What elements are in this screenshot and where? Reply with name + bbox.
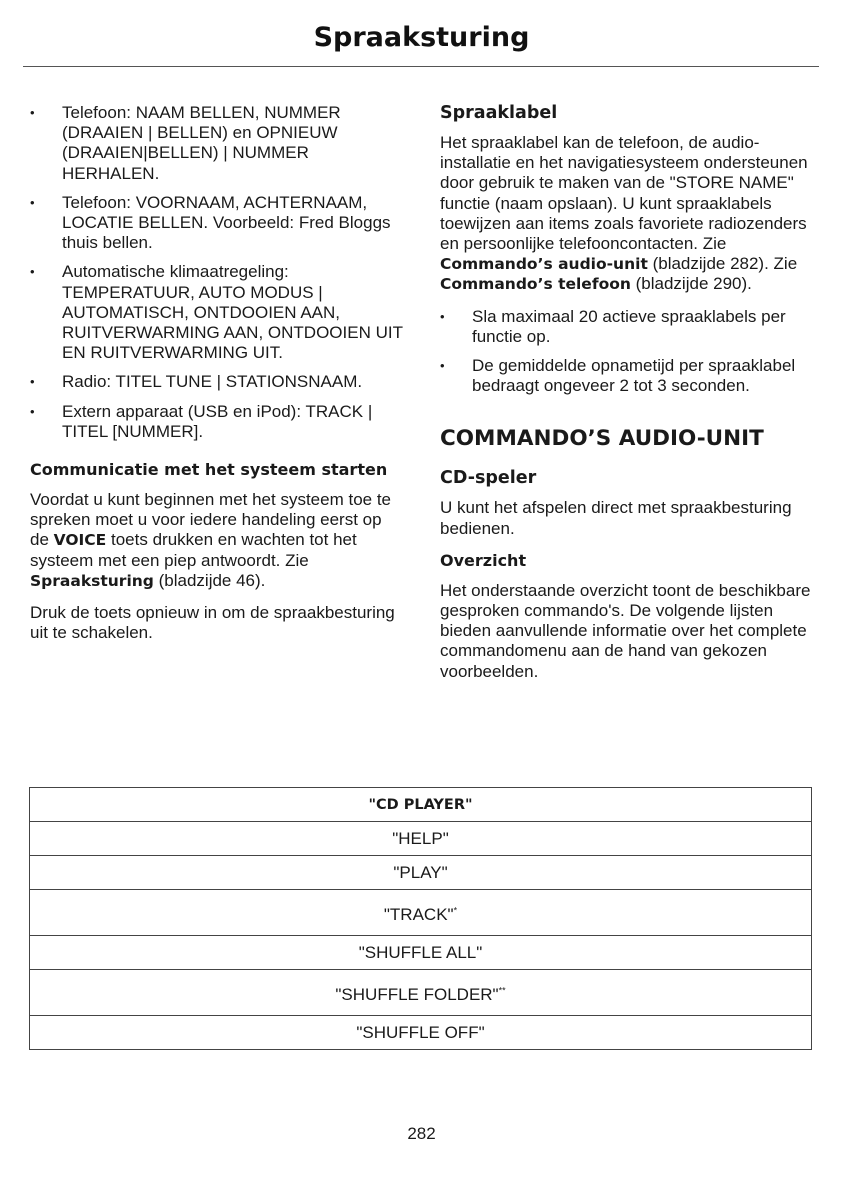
section-heading: Spraaklabel [440,103,558,123]
section-heading: Overzicht [440,550,527,570]
table-row: "PLAY" [30,856,812,890]
section-heading: Communicatie met het systeem starten [30,460,388,480]
table-row: "SHUFFLE ALL" [30,936,812,970]
paragraph: Druk de toets opnieuw in om de spraakbesturing uit te schakelen. [30,603,395,643]
table-row: "HELP" [30,822,812,856]
table-row: "SHUFFLE FOLDER"** [30,970,812,1016]
page-title: Spraaksturing [313,22,530,53]
list-item: • Telefoon: NAAM BELLEN, NUMMER (DRAAIEN | BELLEN) en OPNIEUW (DRAAIEN|BELLEN) | NUMMER HERHALEN. [30,103,404,184]
right-column [440,103,814,694]
list-item: • Sla maximaal 20 actieve spraaklabels per functie op. [440,307,814,347]
left-column [30,103,404,655]
command-table [29,787,812,1050]
list-item: • Extern apparaat (USB en iPod): TRACK | TITEL [NUMMER]. [30,402,404,442]
section-title: COMMANDO’S AUDIO-UNIT [440,426,764,452]
list-item: • Telefoon: VOORNAAM, ACHTERNAAM, LOCATIE BELLEN. Voorbeeld: Fred Bloggs thuis bellen. [30,193,404,254]
cross-reference: Commando’s audio-unit [440,255,648,274]
paragraph: Het spraaklabel kan de telefoon, de audio-installatie en het navigatiesysteem ondersteunen door gebruik te maken van de "STORE NAME" functie (naam opslaan). U kunt spraaklabels toewijzen aan items zoals favoriete radiozenders en persoonlijke telefooncontacten. Zie Commando’s audio-unit (bladzijde 282). Zie Commando’s telefoon (bladzijde 290). [440,133,808,294]
section-heading: CD-speler [440,468,537,489]
table-row: "TRACK"* [30,890,812,936]
paragraph: U kunt het afspelen direct met spraakbesturing bedienen. [440,498,792,538]
page-number: 282 [407,1124,436,1143]
table-header: "CD PLAYER" [30,788,812,822]
spraaklabel-list [440,307,814,397]
header-rule [23,66,819,67]
table-row: "SHUFFLE OFF" [30,1016,812,1050]
paragraph: Het onderstaande overzicht toont de beschikbare gesproken commando's. De volgende lijsten bieden aanvullende informatie over het complete commandomenu aan de hand van gekozen voorbeelden. [440,580,811,681]
list-item: • Automatische klimaatregeling: TEMPERATUUR, AUTO MODUS | AUTOMATISCH, ONTDOOIEN AAN, RUITVERWARMING AAN, ONTDOOIEN UIT EN RUITVERWARMING UIT. [30,262,404,363]
list-item: • De gemiddelde opnametijd per spraaklabel bedraagt ongeveer 2 tot 3 seconden. [440,356,814,396]
list-item: • Radio: TITEL TUNE | STATIONSNAAM. [30,372,404,392]
cross-reference: Spraaksturing [30,571,154,590]
cross-reference: Commando’s telefoon [440,275,631,294]
voice-command-list [30,103,404,442]
paragraph: Voordat u kunt beginnen met het systeem toe te spreken moet u voor iedere handeling eerst op de VOICE toets drukken en wachten tot het systeem met een piep antwoordt. Zie Spraaksturing (bladzijde 46). [30,490,392,590]
